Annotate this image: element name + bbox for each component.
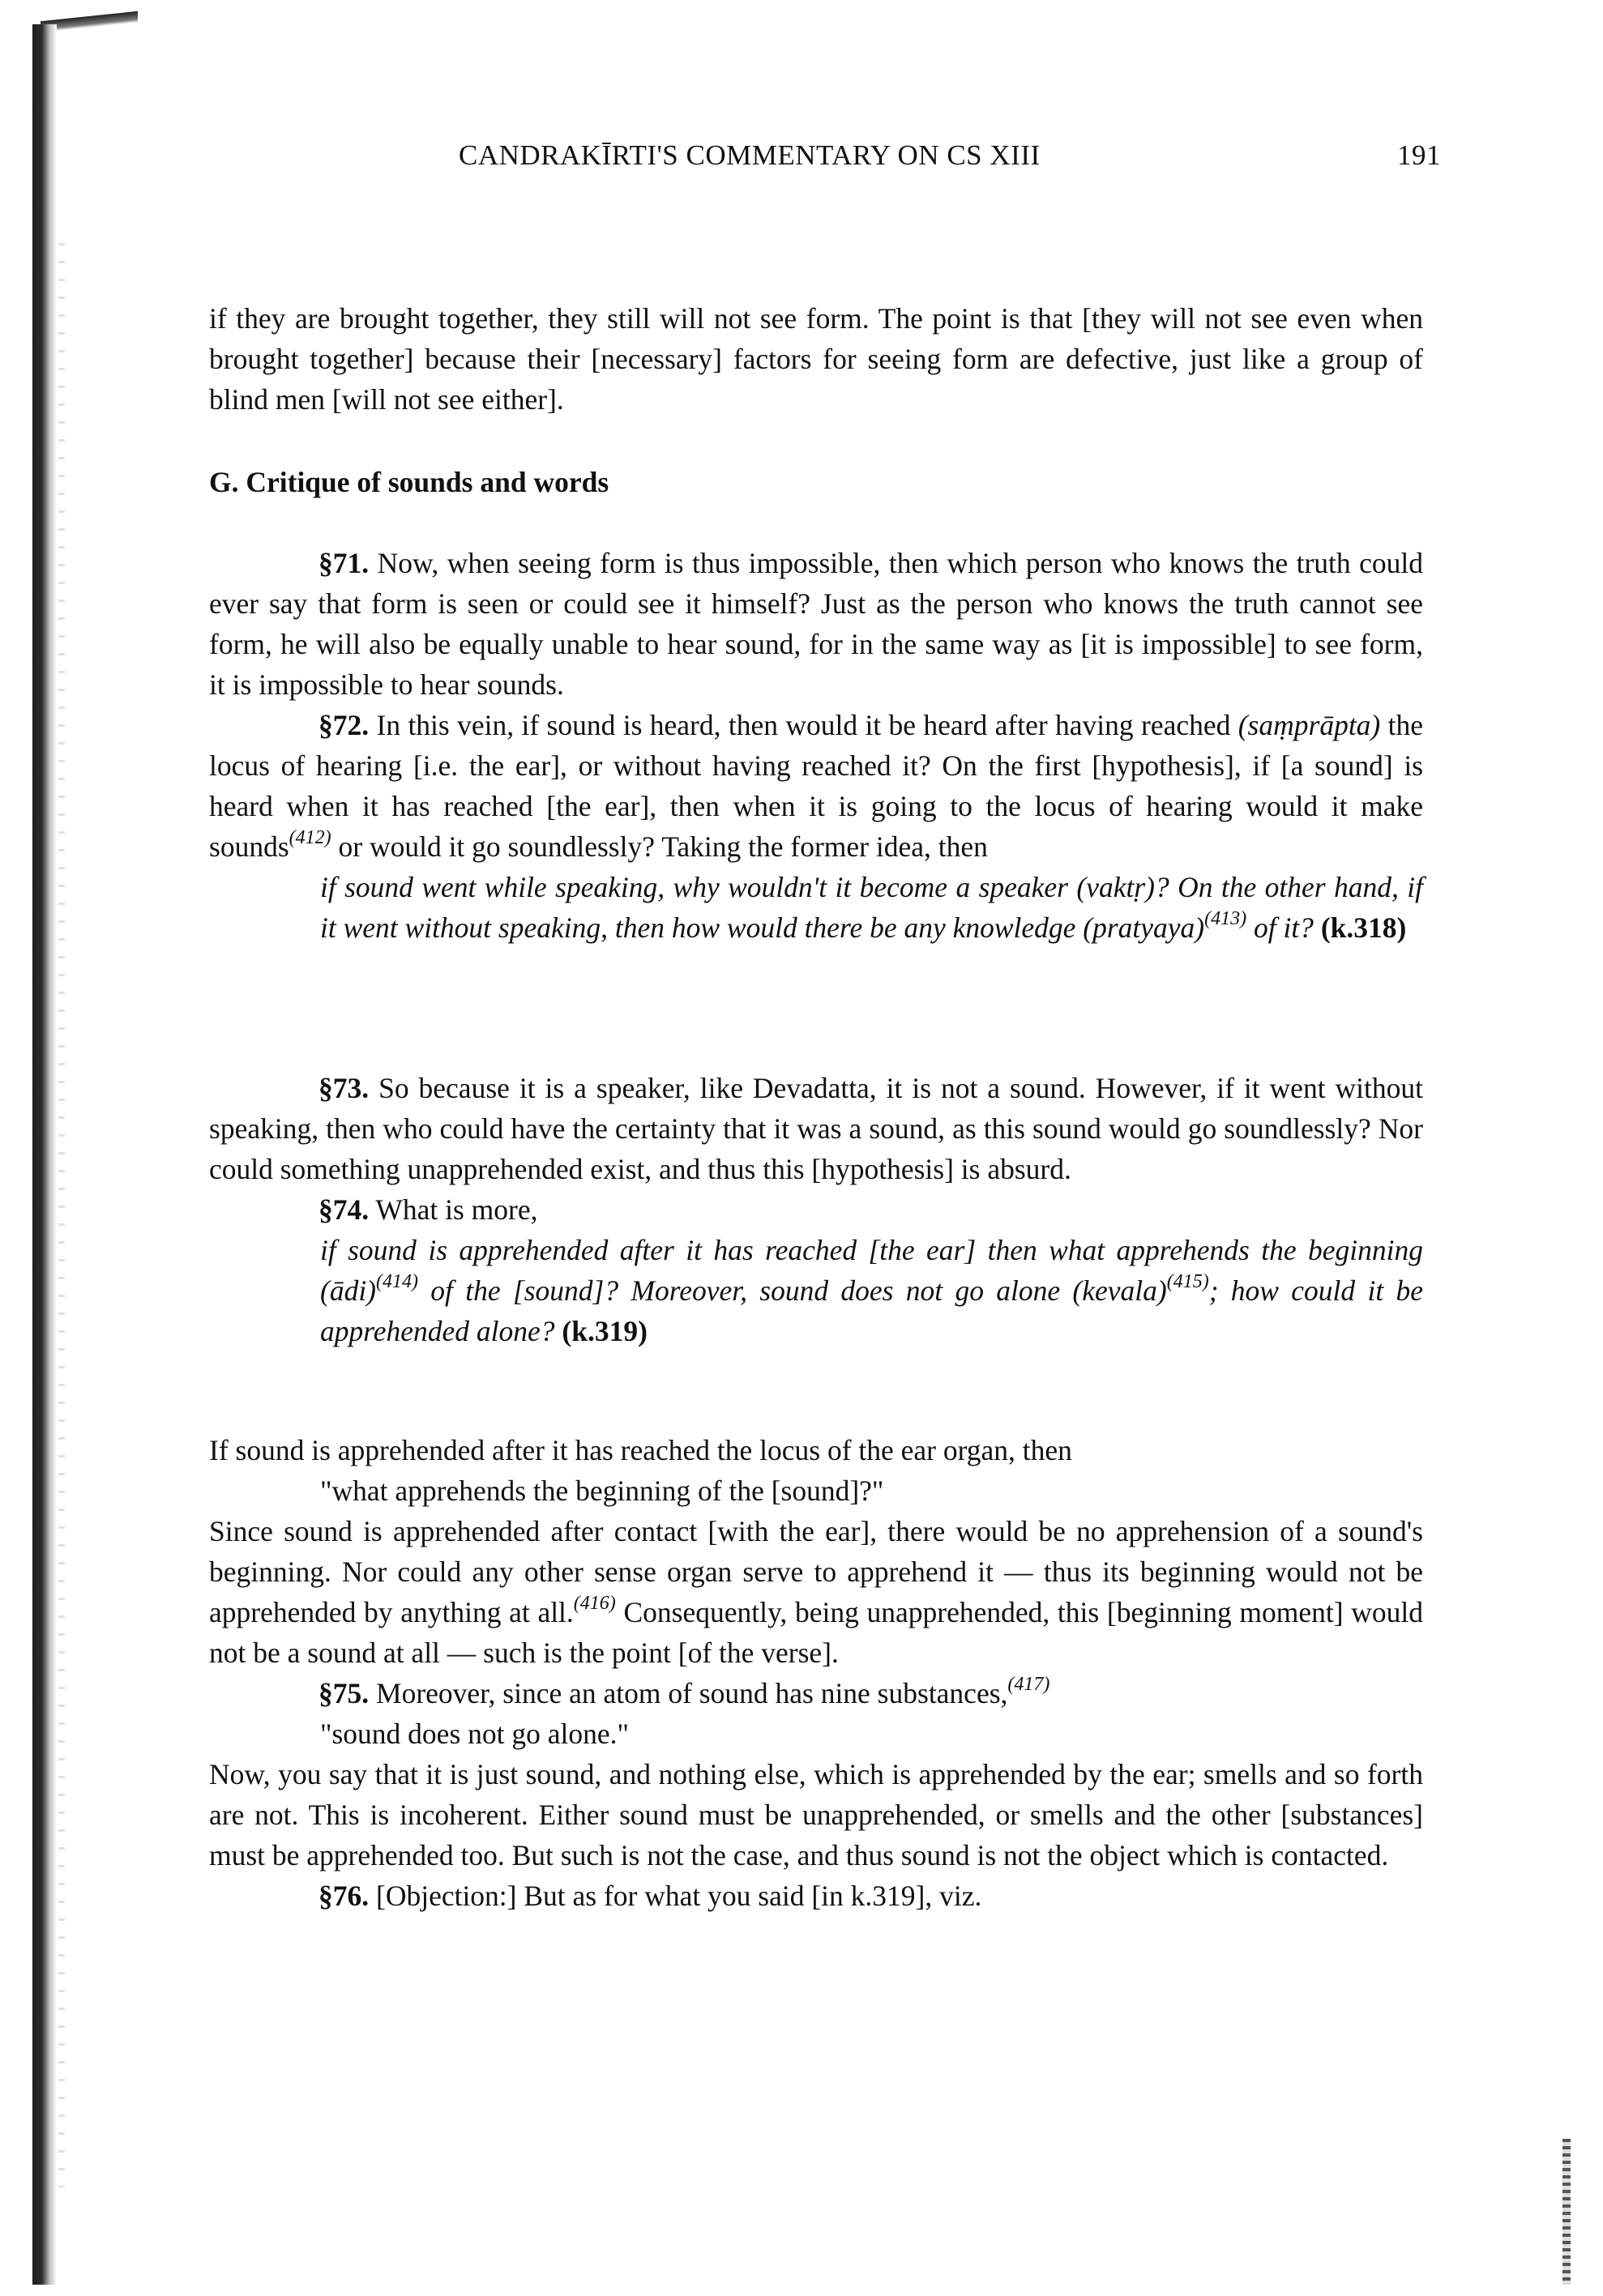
footnote-marker: (413) — [1204, 908, 1247, 929]
binding-texture — [58, 243, 65, 2187]
paragraph-73 — [209, 1068, 1423, 1189]
section-number: §75. — [318, 1677, 370, 1709]
body-section-3 — [209, 1430, 1423, 1916]
verse-k319 — [320, 1230, 1423, 1351]
quotation: "sound does not go alone." — [320, 1718, 629, 1750]
paragraph-text: [Objection:] But as for what you said [in k.319], viz. — [369, 1880, 982, 1912]
verse-text: if sound went while speaking, why wouldn't it become a speaker (vaktṛ)? On the other hand, if it went without speaking, then how would there be any knowledge (pratyaya) — [320, 871, 1423, 944]
paragraph-text: if they are brought together, they still will not see form. The point is that [they will not see even when brought together] because their [necessary] factors for seeing form are defective, just like a group of blind men [will not see either]. — [209, 302, 1423, 416]
binding-shadow — [32, 24, 57, 2285]
verse-k318 — [320, 867, 1423, 948]
footnote-marker: (414) — [376, 1271, 418, 1292]
running-title: CANDRAKĪRTI'S COMMENTARY ON CS XIII — [459, 139, 1041, 171]
paragraph-since — [209, 1511, 1423, 1673]
footnote-marker: (417) — [1007, 1674, 1050, 1695]
section-heading: G. Critique of sounds and words — [209, 466, 609, 498]
section-heading-block — [209, 462, 1423, 502]
page-number: 191 — [1397, 139, 1441, 171]
paragraph-75 — [209, 1673, 1423, 1713]
paragraph-text: Consequently, being unapprehended, this [beginning moment] would not be a sound at all — such is the point [of the verse]. — [209, 1596, 1423, 1669]
paragraph-text: In this vein, if sound is heard, then would it be heard after having reached — [369, 709, 1238, 741]
verse-text: if sound is apprehended after it has reached [the ear] then what apprehends the beginning (ādi) — [320, 1234, 1423, 1307]
section-number: §76. — [318, 1880, 370, 1912]
paragraph-text: the locus of hearing [i.e. the ear], or without having reached it? On the first [hypothesis], if [a sound] is heard when it has reached [the ear], then when it is going to the locus of hearing would it make sounds — [209, 709, 1424, 863]
paragraph-74 — [209, 1189, 1423, 1230]
sanskrit-term: (saṃprāpta) — [1238, 709, 1381, 741]
section-number: §74. — [318, 1193, 370, 1226]
paragraph-76 — [209, 1876, 1423, 1916]
paragraph-continuation — [209, 298, 1423, 420]
verse-reference: (k.318) — [1320, 911, 1407, 944]
section-number: §72. — [318, 709, 370, 741]
paragraph-text: Since sound is apprehended after contact [with the ear], there would be no apprehension of a sound's beginning. Nor could any other sense organ serve to apprehend it — thus its beginning would not be apprehended by anything at all. — [209, 1515, 1423, 1628]
body-section-2 — [209, 1068, 1423, 1351]
verse-text: ; how could it be apprehended alone? — [320, 1274, 1423, 1347]
quotation: "what apprehends the beginning of the [sound]?" — [320, 1474, 884, 1507]
verse-text: of the [sound]? Moreover, sound does not go alone (kevala) — [418, 1274, 1167, 1307]
page-header — [459, 139, 1441, 180]
verse-text: of it? — [1246, 911, 1321, 944]
page-edge-mark — [1562, 2139, 1571, 2285]
paragraph-text: What is more, — [369, 1193, 538, 1226]
section-number: §73. — [318, 1072, 370, 1104]
verse-reference: (k.319) — [562, 1315, 648, 1347]
footnote-marker: (415) — [1166, 1271, 1209, 1292]
footnote-marker: (416) — [573, 1593, 616, 1614]
paragraph-text: or would it go soundlessly? Taking the former idea, then — [331, 830, 988, 863]
paragraph-now: Now, you say that it is just sound, and nothing else, which is apprehended by the ear; smells and so forth are not. This is incoherent. Either sound must be unapprehended, or smells and the other [substances] must be apprehended too. But such is not the case, and thus sound is not the object which is contacted. — [209, 1758, 1423, 1871]
section-number: §71. — [318, 547, 370, 579]
footnote-marker: (412) — [289, 827, 331, 848]
paragraph-text: So because it is a speaker, like Devadatta, it is not a sound. However, if it went without speaking, then who could have the certainty that it was a sound, as this sound would go soundlessly? Nor could something unapprehended exist, and thus this [hypothesis] is absurd. — [209, 1072, 1423, 1185]
paragraph-text: Moreover, since an atom of sound has nine substances, — [369, 1677, 1008, 1709]
body-section-1 — [209, 543, 1423, 948]
paragraph-71 — [209, 543, 1423, 705]
paragraph-if-sound: If sound is apprehended after it has reached the locus of the ear organ, then — [209, 1434, 1072, 1466]
paragraph-72 — [209, 705, 1423, 867]
paragraph-text: Now, when seeing form is thus impossible, then which person who knows the truth could ever say that form is seen or could see it himself? Just as the person who knows the truth cannot see form, he will also be equally unable to hear sound, for in the same way as [it is impossible] to see form, it is impossible to hear sounds. — [209, 547, 1423, 701]
